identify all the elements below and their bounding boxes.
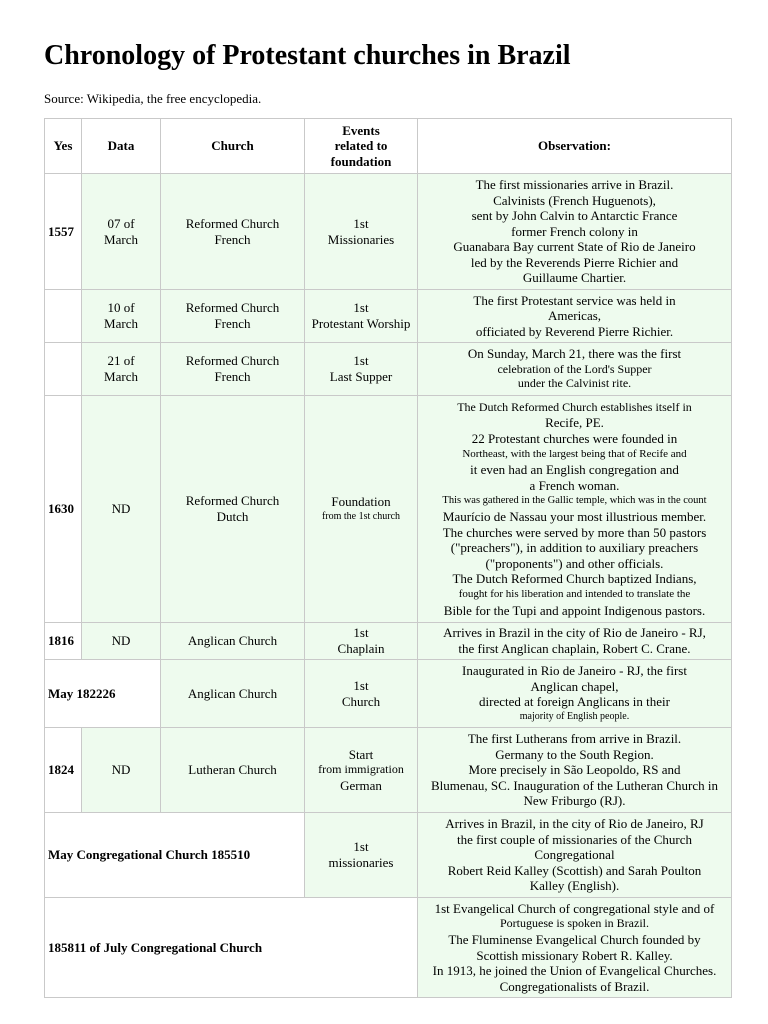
cell-events (305, 343, 418, 396)
obs-line: Portuguese is spoken in Brazil. (500, 916, 649, 931)
cell-events-line: 1st (353, 215, 369, 231)
obs-line: Recife, PE. (545, 415, 604, 431)
cell-observation (418, 174, 732, 290)
obs-line: The Dutch Reformed Church baptized Indians, (452, 571, 697, 587)
cell-data-line: March (104, 316, 138, 331)
obs-line: Maurício de Nassau your most illustrious member. (442, 509, 707, 524)
cell-events-line: from the 1st church (321, 510, 401, 522)
cell-data-line: March (104, 231, 138, 247)
cell-church-line: Dutch (216, 509, 249, 524)
header-church: Church (161, 119, 305, 174)
cell-church-line: Anglican Church (187, 633, 278, 649)
cell-church-line: Reformed Church (185, 493, 280, 509)
obs-line: it even had an English congregation and (470, 462, 679, 478)
cell-church (161, 174, 305, 290)
cell-data-line: ND (111, 501, 131, 517)
cell-events-line: 1st (353, 625, 369, 641)
header-row (45, 119, 732, 174)
cell-events (305, 623, 418, 660)
obs-line: celebration of the Lord's Supper (497, 362, 652, 376)
table-row (45, 174, 732, 290)
cell-events (305, 813, 418, 898)
obs-line: On Sunday, March 21, there was the first (467, 346, 682, 362)
cell-events-line: Protestant Worship (311, 316, 411, 331)
cell-data (82, 174, 161, 290)
cell-data-line: 07 of (107, 215, 135, 231)
obs-line: led by the Reverends Pierre Richier and (470, 254, 679, 270)
obs-line: The churches were served by more than 50 pastors (442, 524, 707, 540)
obs-line: Arrives in Brazil, in the city of Rio de Janeiro, RJ (445, 816, 704, 832)
cell-observation (418, 396, 732, 623)
cell-events (305, 290, 418, 343)
cell-observation (418, 290, 732, 343)
obs-line: a French woman. (529, 477, 620, 493)
cell-church-line: Reformed Church (185, 353, 280, 369)
obs-line: The first Protestant service was held in (473, 292, 676, 308)
obs-line: Congregationalists of Brazil. (499, 978, 650, 994)
obs-line: 22 Protestant churches were founded in (471, 431, 678, 447)
obs-line: the first couple of missionaries of the Church (456, 831, 693, 847)
obs-line: officiated by Reverend Pierre Richier. (475, 323, 674, 339)
cell-events-line: missionaries (328, 855, 394, 870)
obs-line: The first missionaries arrive in Brazil. (475, 176, 674, 192)
obs-line: Americas, (547, 308, 602, 324)
cell-events (305, 396, 418, 623)
obs-line: under the Calvinist rite. (517, 376, 632, 390)
cell-data (82, 396, 161, 623)
cell-data-line: ND (111, 633, 131, 649)
cell-events-line: Last Supper (329, 369, 393, 384)
cell-events (305, 660, 418, 728)
source-note: Source: Wikipedia, the free encyclopedia. (44, 91, 262, 106)
cell-events-line: Foundation (331, 494, 391, 510)
table-row (45, 343, 732, 396)
table-row (45, 813, 732, 898)
cell-yes (45, 290, 82, 343)
table-row (45, 660, 732, 728)
cell-events-line: 1st (353, 353, 369, 369)
cell-church (161, 728, 305, 813)
table-row (45, 898, 732, 998)
table-row (45, 728, 732, 813)
cell-church-line: Lutheran Church (188, 762, 277, 778)
cell-church-line: Reformed Church (185, 300, 280, 316)
obs-line: ("proponents") and other officials. (485, 555, 664, 571)
obs-line: ("preachers"), in addition to auxiliary preachers (450, 540, 699, 556)
cell-events-line: Start (348, 746, 374, 762)
obs-line: Congregational (534, 847, 615, 863)
header-events-line: foundation (330, 153, 392, 169)
cell-events-line: Church (341, 693, 381, 709)
cell-data-line: 21 of (107, 353, 135, 369)
cell-church-line: French (214, 316, 251, 331)
obs-line: Arrives in Brazil in the city of Rio de Janeiro - RJ, (443, 625, 706, 641)
obs-line: Anglican chapel, (530, 678, 619, 694)
cell-events-line: from immigration (318, 762, 404, 777)
cell-church (161, 660, 305, 728)
obs-line: 1st Evangelical Church of congregational style and of (434, 900, 715, 916)
cell-data (82, 290, 161, 343)
cell-observation (418, 660, 732, 728)
cell-yes (45, 343, 82, 396)
obs-line: the first Anglican chaplain, Robert C. Crane. (458, 641, 691, 656)
obs-line: sent by John Calvin to Antarctic France (471, 208, 678, 224)
obs-line: In 1913, he joined the Union of Evangelical Churches. (432, 963, 717, 979)
obs-line: Blumenau, SC. Inauguration of the Lutheran Church in (430, 777, 719, 793)
header-observation: Observation: (418, 119, 732, 174)
obs-line: The Fluminense Evangelical Church founded by (448, 931, 701, 947)
obs-line: The first Lutherans from arrive in Brazil. (467, 731, 682, 747)
cell-events (305, 174, 418, 290)
cell-yes: 1816 (45, 623, 82, 660)
cell-church (161, 396, 305, 623)
obs-line: The Dutch Reformed Church establishes itself in (457, 399, 692, 414)
obs-line: fought for his liberation and intended to translate the (458, 587, 691, 600)
header-events-line: Events (342, 122, 380, 138)
cell-data-line: 10 of (107, 300, 135, 316)
obs-line: Inaugurated in Rio de Janeiro - RJ, the first (462, 663, 687, 679)
obs-line: Germany to the South Region. (495, 746, 654, 762)
obs-line: Scottish missionary Robert R. Kalley. (476, 947, 673, 963)
table-row (45, 623, 732, 660)
obs-line: Calvinists (French Huguenots), (493, 192, 656, 208)
obs-line: directed at foreign Anglicans in their (479, 694, 670, 710)
cell-events-line: Chaplain (337, 641, 385, 656)
table-row (45, 290, 732, 343)
cell-events-line: Missionaries (327, 231, 395, 247)
obs-line: majority of English people. (519, 710, 630, 722)
cell-data (82, 728, 161, 813)
cell-yes: 1557 (45, 174, 82, 290)
cell-yes: 1630 (45, 396, 82, 623)
cell-yes: 1824 (45, 728, 82, 813)
cell-events-line: 1st (353, 839, 369, 855)
cell-church-line: French (214, 369, 251, 384)
obs-line: Northeast, with the largest being that of Recife and (462, 447, 687, 460)
cell-church (161, 290, 305, 343)
obs-line: Kalley (English). (529, 878, 620, 894)
cell-data-line: ND (111, 762, 131, 778)
obs-line: former French colony in (511, 223, 638, 239)
cell-yes-date: 185811 of July Congregational Church (45, 898, 418, 998)
cell-observation (418, 623, 732, 660)
table-row (45, 396, 732, 623)
cell-yes-date: May Congregational Church 185510 (45, 813, 305, 898)
header-data: Data (82, 119, 161, 174)
cell-church (161, 343, 305, 396)
header-events-line: related to (334, 138, 388, 154)
cell-church-line: Reformed Church (185, 215, 280, 231)
cell-observation (418, 813, 732, 898)
cell-observation (418, 898, 732, 998)
cell-events-line: 1st (353, 300, 369, 316)
cell-data-line: March (104, 369, 138, 384)
cell-observation (418, 343, 732, 396)
header-yes: Yes (45, 119, 82, 174)
obs-line: New Friburgo (RJ). (523, 793, 626, 809)
cell-church-line: Anglican Church (187, 685, 278, 701)
obs-line: Guillaume Chartier. (522, 270, 627, 286)
cell-church (161, 623, 305, 660)
cell-events (305, 728, 418, 813)
cell-events-line: German (340, 777, 382, 793)
obs-line: Robert Reid Kalley (Scottish) and Sarah Poulton (447, 862, 702, 878)
obs-line: Bible for the Tupi and appoint Indigenous pastors. (443, 602, 706, 618)
cell-data (82, 623, 161, 660)
page-title: Chronology of Protestant churches in Brazil (44, 40, 571, 71)
cell-church-line: French (214, 231, 251, 247)
cell-observation (418, 728, 732, 813)
obs-line: This was gathered in the Gallic temple, which was in the count (442, 495, 707, 507)
cell-data (82, 343, 161, 396)
cell-yes-date: May 182226 (45, 660, 161, 728)
obs-line: More precisely in São Leopoldo, RS and (468, 762, 681, 778)
chronology-table (44, 118, 732, 998)
cell-events-line: 1st (353, 677, 369, 693)
obs-line: Guanabara Bay current State of Rio de Janeiro (453, 239, 696, 255)
header-events (305, 119, 418, 174)
